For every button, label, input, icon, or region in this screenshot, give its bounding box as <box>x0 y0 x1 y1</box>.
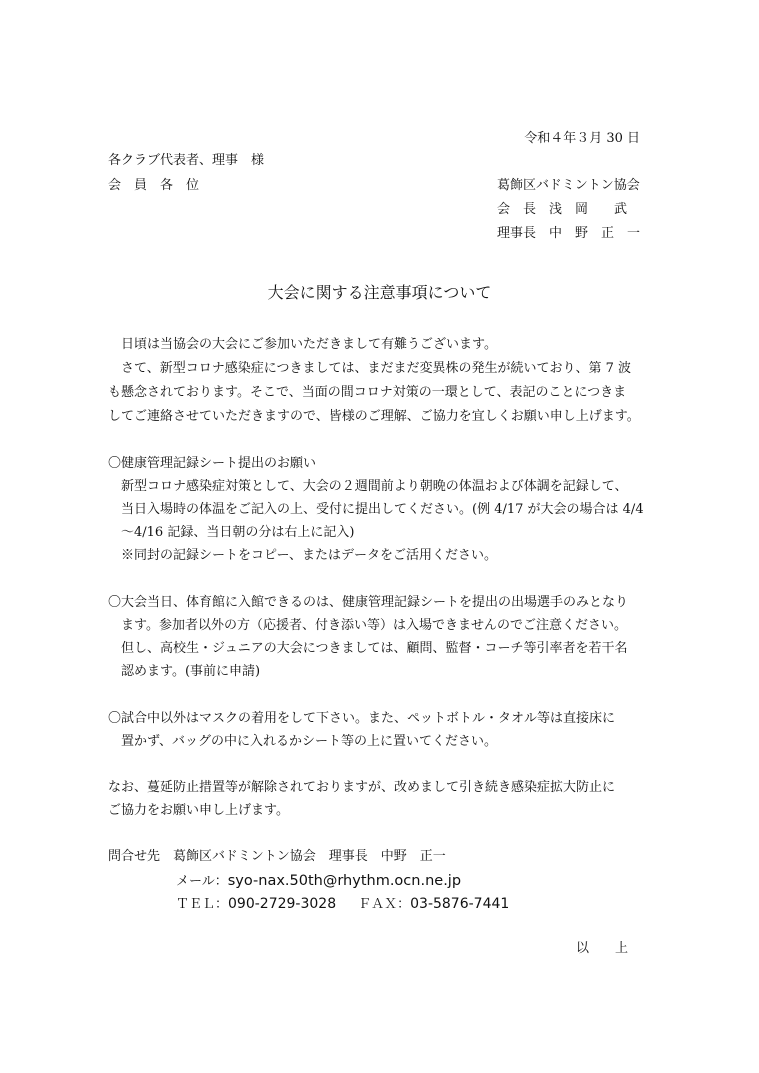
contact-mail-row <box>176 872 461 891</box>
recipient-representatives: 各クラブ代表者、理事 様 <box>108 153 265 168</box>
closing-line: ご協力をお願い申し上げます。 <box>108 803 289 818</box>
contact-fax: 03-5876-7441 <box>410 896 510 912</box>
contact-tel: 090-2729-3028 <box>228 896 337 912</box>
section-entry-line: 〇大会当日、体育館に入館できるのは、健康管理記録シートを提出の出場選手のみとなり <box>108 595 629 610</box>
tel-label: ＴＥＬ： <box>176 897 229 912</box>
section-mask-line: 置かず、バッグの中に入れるかシート等の上に置いてください。 <box>121 734 497 749</box>
contact-email: syo-nax.50th@rhythm.ocn.ne.jp <box>227 873 462 889</box>
fax-label: ＦＡＸ： <box>358 897 411 912</box>
section-mask-line: 〇試合中以外はマスクの着用をして下さい。また、ペットボトル・タオル等は直接床に <box>108 711 616 726</box>
sender-chairman: 理事長 中 野 正 一 <box>497 226 641 241</box>
sender-organization: 葛飾区バドミントン協会 <box>497 178 640 193</box>
document-title: 大会に関する注意事項について <box>267 283 492 302</box>
section-health-record-line: 新型コロナ感染症対策として、大会の２週間前より朝晩の体温および体調を記録して、 <box>121 479 628 494</box>
section-health-record-line: ～4/16 記録、当日朝の分は右上に記入) <box>121 525 355 540</box>
section-entry-line: 認めます。(事前に申請) <box>121 664 261 679</box>
section-health-record-note: ※同封の記録シートをコピー、またはデータをご活用ください。 <box>121 548 497 563</box>
contact-phone-row <box>176 895 509 914</box>
section-entry-line: 但し、高校生・ジュニアの大会につきましては、顧問、監督・コーチ等引率者を若干名 <box>121 641 628 656</box>
mail-label: メール： <box>176 874 228 889</box>
end-mark: 以 上 <box>576 941 629 956</box>
closing-line: なお、蔓延防止措置等が解除されておりますが、改めまして引き続き感染症拡大防止に <box>108 780 616 795</box>
sender-president: 会 長 浅 岡 武 <box>497 202 628 217</box>
section-entry-line: ます。参加者以外の方（応援者、付き添い等）は入場できませんのでご注意ください。 <box>121 618 627 633</box>
contact-heading: 問合せ先 葛飾区バドミントン協会 理事長 中野 正一 <box>108 849 446 864</box>
section-health-record-line: 当日入場時の体温をご記入の上、受付に提出してください。(例 4/17 が大会の場合は 4/4 <box>121 502 644 517</box>
recipient-members: 会 員 各 位 <box>108 178 200 193</box>
intro-line: さて、新型コロナ感染症につきましては、まだまだ変異株の発生が続いており、第 7 波 <box>121 361 632 376</box>
document-date: 令和４年３月 30 日 <box>524 131 640 146</box>
intro-line: 日頃は当協会の大会にご参加いただきまして有難うございます。 <box>121 337 497 352</box>
intro-line: も懸念されております。そこで、当面の間コロナ対策の一環として、表記のことにつきま <box>108 385 627 400</box>
section-health-record-heading: 〇健康管理記録シート提出のお願い <box>108 456 317 471</box>
intro-line: してご連絡させていただきますので、皆様のご理解、ご協力を宜しくお願い申し上げます。 <box>108 409 640 424</box>
